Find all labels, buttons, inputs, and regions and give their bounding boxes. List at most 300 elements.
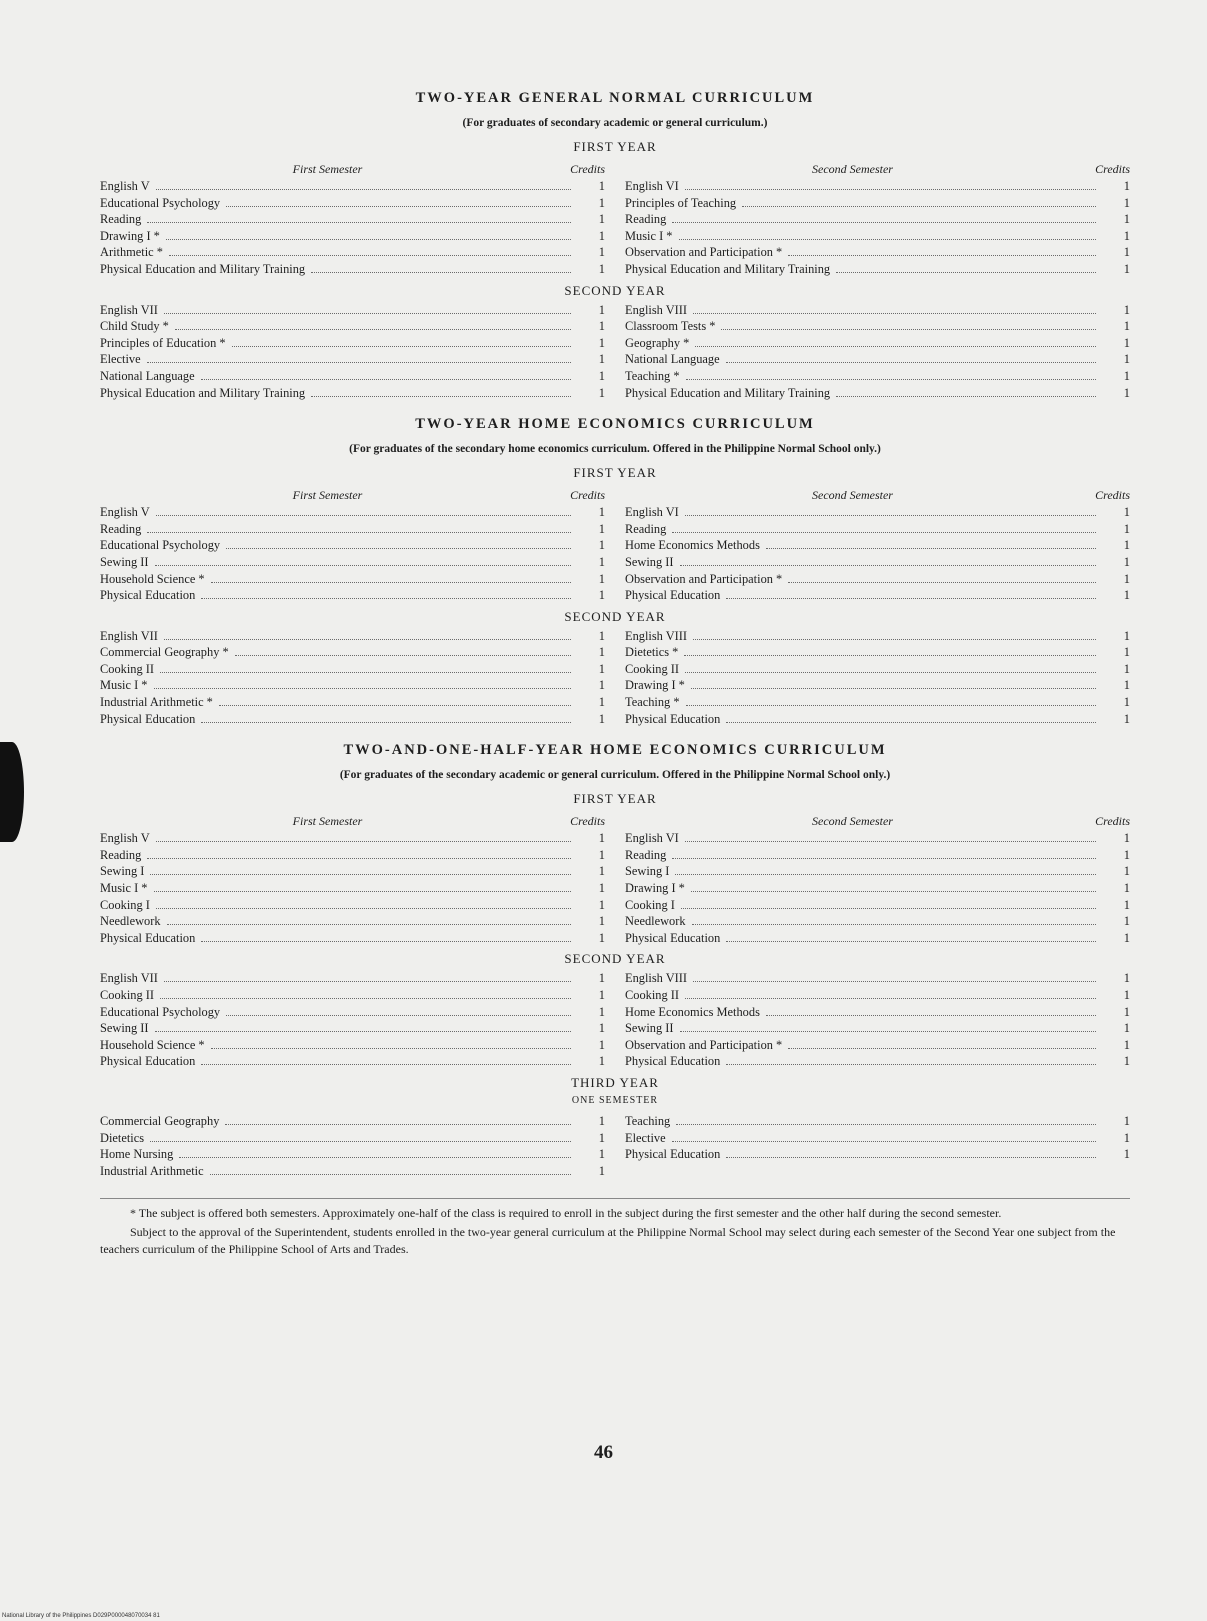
leader-dots	[147, 362, 571, 363]
course-name: Drawing I *	[100, 228, 160, 243]
course-credit: 1	[598, 521, 605, 536]
course-credit: 1	[598, 571, 605, 586]
course-row	[100, 695, 605, 712]
leader-dots	[693, 639, 1096, 640]
course-name: Elective	[100, 352, 141, 367]
course-row	[625, 1131, 1130, 1148]
leader-dots	[164, 639, 571, 640]
course-credit: 1	[1123, 228, 1130, 243]
course-name: Cooking I	[625, 897, 675, 912]
course-name: Industrial Arithmetic	[100, 1163, 204, 1178]
course-row	[625, 988, 1130, 1005]
course-name: Educational Psychology	[100, 195, 221, 210]
leader-dots	[154, 891, 572, 892]
course-name: English VIII	[625, 971, 688, 986]
course-row	[100, 303, 605, 320]
course-name: Principles of Education *	[100, 335, 226, 350]
leader-dots	[788, 1048, 1096, 1049]
course-row	[100, 1005, 605, 1022]
leader-dots	[684, 655, 1096, 656]
course-name: Sewing I	[100, 864, 145, 879]
course-row	[100, 1147, 605, 1164]
course-row	[625, 303, 1130, 320]
course-name: Principles of Teaching	[625, 195, 737, 210]
leader-dots	[836, 272, 1096, 273]
course-name: Music I *	[625, 228, 673, 243]
course-row	[625, 538, 1130, 555]
credits-heading: Credits	[570, 814, 605, 829]
course-credit: 1	[598, 554, 605, 569]
leader-dots	[210, 1174, 571, 1175]
course-name: Physical Education	[100, 711, 196, 726]
year-label: FIRST YEAR	[573, 465, 657, 481]
leader-dots	[211, 582, 571, 583]
course-credit: 1	[1123, 1147, 1130, 1162]
course-name: Needlework	[625, 914, 686, 929]
course-credit: 1	[598, 1037, 605, 1052]
course-credit: 1	[598, 678, 605, 693]
leader-dots	[726, 941, 1096, 942]
course-credit: 1	[598, 1147, 605, 1162]
leader-dots	[164, 313, 571, 314]
course-name: Cooking II	[625, 988, 680, 1002]
leader-dots	[685, 189, 1096, 190]
course-name: English VIII	[625, 302, 688, 317]
course-name: Arithmetic *	[100, 245, 163, 260]
course-name: Sewing I	[625, 864, 670, 879]
course-row	[100, 588, 605, 605]
course-name: Dietetics *	[625, 645, 679, 660]
leader-dots	[156, 841, 571, 842]
course-name: Reading	[100, 212, 142, 227]
course-credit: 1	[598, 302, 605, 317]
course-credit: 1	[598, 195, 605, 210]
semester-heading: First Semester	[292, 814, 363, 829]
course-credit: 1	[1123, 645, 1130, 660]
course-name: Physical Education	[625, 711, 721, 726]
course-credit: 1	[1123, 678, 1130, 693]
course-credit: 1	[1123, 1004, 1130, 1019]
second-semester-column	[625, 303, 1130, 403]
section-subtitle: (For graduates of the secondary home economics curriculum. Offered in the Philippine Normal School only.)	[349, 443, 881, 456]
course-credit: 1	[598, 914, 605, 929]
leader-dots	[691, 688, 1096, 689]
course-name: Cooking II	[100, 988, 155, 1002]
course-row	[625, 914, 1130, 931]
first-semester-column	[100, 159, 605, 279]
leader-dots	[726, 1157, 1096, 1158]
course-row	[625, 555, 1130, 572]
course-name: Industrial Arithmetic *	[100, 695, 213, 710]
course-row	[100, 369, 605, 386]
course-name: Household Science *	[100, 1037, 205, 1052]
course-credit: 1	[598, 1021, 605, 1036]
course-credit: 1	[598, 228, 605, 243]
course-name: Physical Education	[625, 1054, 721, 1069]
leader-dots	[726, 598, 1096, 599]
semester-grid	[100, 303, 1130, 403]
course-row	[100, 1021, 605, 1038]
course-credit: 1	[598, 661, 605, 676]
course-credit: 1	[598, 588, 605, 603]
section-title: TWO-AND-ONE-HALF-YEAR HOME ECONOMICS CURRICULUM	[343, 742, 887, 759]
leader-dots	[672, 1141, 1096, 1142]
course-name: Teaching *	[625, 368, 680, 383]
course-name: Home Economics Methods	[625, 538, 760, 553]
course-row	[625, 262, 1130, 279]
year-label: SECOND YEAR	[564, 951, 666, 967]
course-credit: 1	[1123, 847, 1130, 862]
footnote: Subject to the approval of the Superintendent, students enrolled in the two-year general curriculum at the Philippine Normal School may select during each semester of the Second Year one subject from the teachers curriculum of the Philippine School of Arts and Trades.	[100, 1225, 1116, 1257]
leader-dots	[147, 222, 571, 223]
course-credit: 1	[598, 179, 605, 193]
leader-dots	[685, 998, 1096, 999]
course-row	[100, 1054, 605, 1071]
first-semester-column	[100, 629, 605, 729]
course-row	[625, 179, 1130, 196]
course-name: Physical Education and Military Training	[625, 385, 831, 400]
leader-dots	[225, 1124, 571, 1125]
leader-dots	[156, 189, 571, 190]
leader-dots	[679, 239, 1097, 240]
course-name: Physical Education and Military Training	[625, 261, 831, 276]
course-credit: 1	[598, 864, 605, 879]
year-label: THIRD YEAR	[571, 1074, 659, 1090]
course-row	[100, 831, 605, 848]
course-row	[625, 319, 1130, 336]
course-row	[100, 848, 605, 865]
leader-dots	[311, 396, 571, 397]
leader-dots	[167, 924, 571, 925]
course-name: Physical Education and Military Training	[100, 385, 306, 400]
course-credit: 1	[598, 212, 605, 227]
course-row	[625, 196, 1130, 213]
course-name: Music I *	[100, 881, 148, 896]
leader-dots	[169, 255, 571, 256]
first-semester-column	[100, 485, 605, 605]
course-row	[625, 588, 1130, 605]
course-name: Commercial Geography *	[100, 645, 229, 660]
course-credit: 1	[598, 971, 605, 986]
second-semester-column	[625, 629, 1130, 729]
course-name: Physical Education	[100, 930, 196, 945]
course-credit: 1	[1123, 930, 1130, 945]
course-row	[100, 1114, 605, 1131]
course-row	[625, 369, 1130, 386]
course-name: Commercial Geography	[100, 1113, 220, 1128]
year-label: SECOND YEAR	[564, 608, 666, 624]
leader-dots	[672, 858, 1096, 859]
course-row	[100, 572, 605, 589]
course-credit: 1	[1123, 914, 1130, 929]
course-credit: 1	[598, 881, 605, 896]
leader-dots	[685, 515, 1096, 516]
course-row	[100, 212, 605, 229]
course-credit: 1	[598, 847, 605, 862]
course-credit: 1	[598, 711, 605, 726]
course-name: English VI	[625, 179, 679, 193]
course-row	[625, 572, 1130, 589]
course-name: National Language	[625, 352, 720, 367]
column-header	[100, 811, 605, 829]
column-header	[100, 485, 605, 503]
course-name: Reading	[625, 847, 667, 862]
course-name: Elective	[625, 1130, 666, 1145]
course-credit: 1	[598, 335, 605, 350]
course-credit: 1	[1123, 521, 1130, 536]
leader-dots	[693, 981, 1096, 982]
course-row	[625, 336, 1130, 353]
course-credit: 1	[598, 831, 605, 846]
leader-dots	[726, 362, 1096, 363]
course-name: Child Study *	[100, 319, 169, 334]
course-credit: 1	[598, 245, 605, 260]
course-row	[625, 229, 1130, 246]
course-credit: 1	[1123, 897, 1130, 912]
leader-dots	[175, 329, 571, 330]
course-credit: 1	[1123, 261, 1130, 276]
course-name: English VI	[625, 831, 679, 846]
course-credit: 1	[1123, 505, 1130, 520]
semester-grid	[100, 485, 1130, 605]
course-row	[100, 1164, 605, 1181]
course-name: English V	[100, 505, 150, 520]
course-row	[625, 831, 1130, 848]
leader-dots	[155, 1031, 571, 1032]
curriculum-content	[100, 90, 1130, 1260]
course-credit: 1	[1123, 988, 1130, 1002]
course-credit: 1	[1123, 864, 1130, 879]
course-row	[100, 629, 605, 646]
course-credit: 1	[598, 897, 605, 912]
course-row	[100, 262, 605, 279]
course-row	[100, 1038, 605, 1055]
course-name: Educational Psychology	[100, 538, 221, 553]
course-name: Teaching *	[625, 695, 680, 710]
course-name: Geography *	[625, 335, 690, 350]
course-credit: 1	[1123, 245, 1130, 260]
course-name: English V	[100, 831, 150, 846]
course-credit: 1	[1123, 1021, 1130, 1036]
course-row	[625, 712, 1130, 729]
course-name: Reading	[625, 521, 667, 536]
course-name: Physical Education	[625, 930, 721, 945]
leader-dots	[164, 981, 571, 982]
leader-dots	[788, 255, 1096, 256]
first-semester-column	[100, 1114, 605, 1180]
leader-dots	[147, 858, 571, 859]
course-name: English VI	[625, 505, 679, 520]
course-name: Household Science *	[100, 571, 205, 586]
course-name: Cooking II	[100, 661, 155, 676]
course-row	[100, 971, 605, 988]
column-header	[625, 159, 1130, 177]
leader-dots	[155, 565, 571, 566]
course-row	[100, 898, 605, 915]
course-credit: 1	[1123, 628, 1130, 643]
semester-heading: First Semester	[292, 488, 363, 503]
leader-dots	[226, 548, 571, 549]
course-row	[625, 522, 1130, 539]
course-row	[100, 196, 605, 213]
leader-dots	[721, 329, 1096, 330]
leader-dots	[681, 908, 1096, 909]
section-title: TWO-YEAR HOME ECONOMICS CURRICULUM	[415, 416, 815, 433]
course-row	[625, 864, 1130, 881]
leader-dots	[160, 998, 571, 999]
course-row	[625, 881, 1130, 898]
course-name: Classroom Tests *	[625, 319, 716, 334]
leader-dots	[235, 655, 571, 656]
semester-heading: Second Semester	[812, 488, 893, 503]
course-row	[100, 645, 605, 662]
leader-dots	[726, 1064, 1096, 1065]
section-title: TWO-YEAR GENERAL NORMAL CURRICULUM	[415, 90, 815, 106]
course-row	[100, 522, 605, 539]
course-row	[625, 1021, 1130, 1038]
leader-dots	[766, 1015, 1096, 1016]
leader-dots	[692, 924, 1096, 925]
footnotes	[100, 1198, 1130, 1258]
leader-dots	[675, 874, 1096, 875]
leader-dots	[201, 1064, 571, 1065]
course-credit: 1	[1123, 571, 1130, 586]
semester-grid	[100, 1114, 1130, 1180]
second-semester-column	[625, 971, 1130, 1071]
course-row	[625, 1114, 1130, 1131]
course-credit: 1	[1123, 212, 1130, 227]
course-name: English VII	[100, 971, 158, 986]
course-row	[100, 336, 605, 353]
leader-dots	[686, 379, 1096, 380]
course-name: English VII	[100, 302, 158, 317]
leader-dots	[154, 688, 572, 689]
course-credit: 1	[598, 1004, 605, 1019]
course-name: Drawing I *	[625, 678, 685, 693]
course-row	[100, 229, 605, 246]
curriculum-section	[100, 90, 1130, 402]
course-name: Sewing II	[625, 554, 674, 569]
leader-dots	[766, 548, 1096, 549]
course-name: Observation and Participation *	[625, 245, 783, 260]
column-header	[625, 811, 1130, 829]
second-semester-column	[625, 1114, 1130, 1180]
semester-grid	[100, 811, 1130, 947]
scan-edge-blot	[0, 742, 24, 842]
leader-dots	[680, 565, 1096, 566]
course-row	[100, 931, 605, 948]
leader-dots	[311, 272, 571, 273]
course-row	[100, 1131, 605, 1148]
course-row	[100, 864, 605, 881]
course-row	[625, 662, 1130, 679]
leader-dots	[685, 841, 1096, 842]
second-semester-column	[625, 811, 1130, 947]
course-credit: 1	[598, 1163, 605, 1178]
course-name: Observation and Participation *	[625, 1037, 783, 1052]
first-semester-column	[100, 811, 605, 947]
course-credit: 1	[598, 538, 605, 553]
course-name: Home Nursing	[100, 1147, 174, 1162]
course-row	[625, 352, 1130, 369]
course-credit: 1	[1123, 588, 1130, 603]
course-row	[625, 898, 1130, 915]
course-name: Physical Education and Military Training	[100, 261, 306, 276]
first-semester-column	[100, 303, 605, 403]
leader-dots	[201, 722, 571, 723]
leader-dots	[685, 672, 1096, 673]
course-row	[625, 245, 1130, 262]
course-credit: 1	[1123, 319, 1130, 334]
course-credit: 1	[1123, 1037, 1130, 1052]
credits-heading: Credits	[1095, 488, 1130, 503]
curriculum-section	[100, 416, 1130, 728]
leader-dots	[672, 532, 1096, 533]
course-row	[625, 629, 1130, 646]
curriculum-section	[100, 742, 1130, 1180]
section-subtitle: (For graduates of the secondary academic or general curriculum. Offered in the Philippine Normal School only.)	[339, 769, 891, 782]
second-semester-column	[625, 159, 1130, 279]
course-row	[625, 1038, 1130, 1055]
course-row	[100, 245, 605, 262]
course-name: Sewing II	[100, 1021, 149, 1036]
section-subtitle: (For graduates of secondary academic or general curriculum.)	[462, 117, 768, 129]
leader-dots	[156, 515, 571, 516]
course-row	[625, 645, 1130, 662]
leader-dots	[150, 874, 571, 875]
course-credit: 1	[598, 988, 605, 1002]
credits-heading: Credits	[570, 488, 605, 503]
leader-dots	[166, 239, 571, 240]
course-name: Physical Education	[625, 588, 721, 603]
course-credit: 1	[598, 368, 605, 383]
leader-dots	[691, 891, 1096, 892]
course-credit: 1	[598, 1130, 605, 1145]
leader-dots	[160, 672, 571, 673]
course-name: Physical Education	[100, 588, 196, 603]
credits-heading: Credits	[1095, 162, 1130, 176]
course-credit: 1	[1123, 335, 1130, 350]
course-name: Drawing I *	[625, 881, 685, 896]
course-credit: 1	[1123, 1130, 1130, 1145]
course-row	[100, 712, 605, 729]
course-row	[100, 352, 605, 369]
course-name: Observation and Participation *	[625, 571, 783, 586]
course-credit: 1	[1123, 1054, 1130, 1069]
course-row	[625, 212, 1130, 229]
course-row	[625, 971, 1130, 988]
leader-dots	[676, 1124, 1096, 1125]
course-name: Home Economics Methods	[625, 1004, 760, 1019]
course-credit: 1	[1123, 302, 1130, 317]
footnote: * The subject is offered both semesters. Approximately one-half of the class is required to enroll in the subject during the first semester and the other half during the second semester.	[130, 1206, 1002, 1221]
leader-dots	[726, 722, 1096, 723]
leader-dots	[742, 206, 1096, 207]
leader-dots	[680, 1031, 1096, 1032]
course-row	[100, 555, 605, 572]
course-credit: 1	[1123, 554, 1130, 569]
course-row	[625, 1005, 1130, 1022]
year-label: FIRST YEAR	[573, 791, 657, 807]
semester-grid	[100, 159, 1130, 279]
course-row	[100, 505, 605, 522]
leader-dots	[226, 1015, 571, 1016]
course-credit: 1	[598, 1113, 605, 1128]
leader-dots	[211, 1048, 571, 1049]
course-row	[625, 931, 1130, 948]
course-name: National Language	[100, 368, 195, 383]
course-credit: 1	[1123, 538, 1130, 553]
